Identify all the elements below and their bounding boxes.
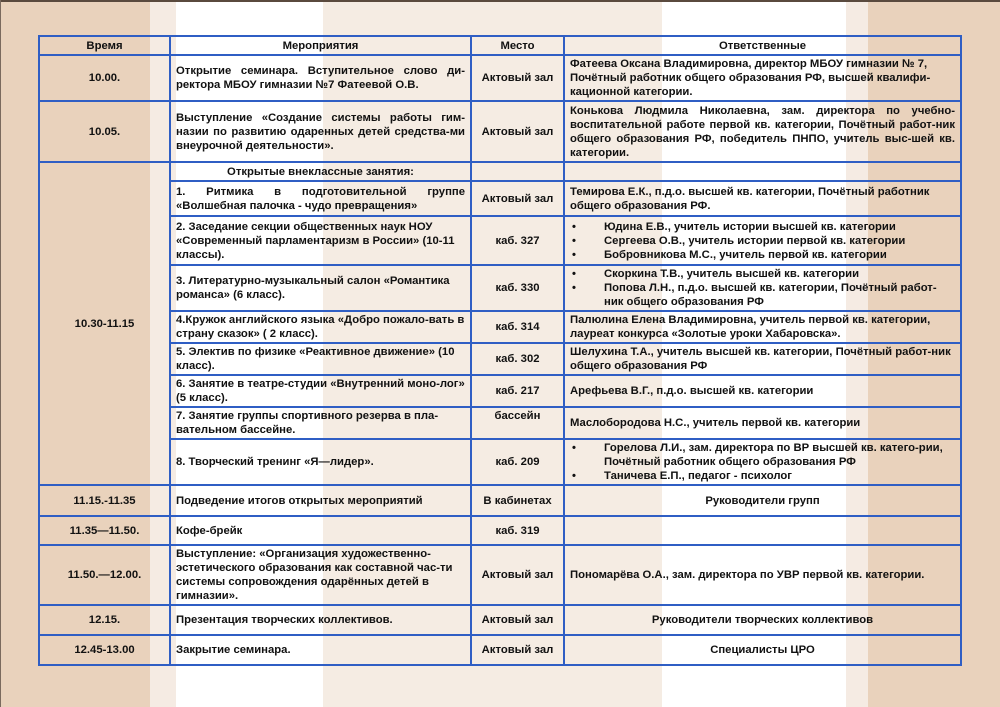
cell-responsible: Пономарёва О.А., зам. директора по УВР первой кв. категории. xyxy=(564,545,961,605)
cell-event: 2. Заседание секции общественных наук НОУ «Современный парламентаризм в России» (10-11 классы). xyxy=(170,216,471,265)
header-place: Место xyxy=(471,36,564,55)
cell-responsible: Конькова Людмила Николаевна, зам. директора по учебно-воспитательной работе первой кв. категории, Почётный работ-ник общего образования РФ, победитель ПНПО, учитель выс-шей кв. категории. xyxy=(564,101,961,162)
cell-responsible xyxy=(564,439,961,485)
cell-place: каб. 319 xyxy=(471,516,564,545)
table-row xyxy=(39,265,961,311)
cell-place: каб. 314 xyxy=(471,311,564,343)
cell-time: 12.45-13.00 xyxy=(39,635,170,665)
header-time: Время xyxy=(39,36,170,55)
cell-event: Кофе-брейк xyxy=(170,516,471,545)
responsible-list xyxy=(570,220,955,262)
cell-responsible xyxy=(564,216,961,265)
cell-event: Презентация творческих коллективов. xyxy=(170,605,471,635)
cell-responsible: Руководители групп xyxy=(564,485,961,516)
table-row xyxy=(39,216,961,265)
cell-responsible-empty xyxy=(564,162,961,181)
table-row xyxy=(39,516,961,545)
table-row xyxy=(39,101,961,162)
table-row xyxy=(39,407,961,439)
block-title: Открытые внеклассные занятия: xyxy=(170,162,471,181)
table-row xyxy=(39,375,961,407)
cell-event: 1. Ритмика в подготовительной группе «Волшебная палочка - чудо превращения» xyxy=(170,181,471,216)
table-row xyxy=(39,485,961,516)
cell-time: 12.15. xyxy=(39,605,170,635)
cell-responsible: Фатеева Оксана Владимировна, директор МБОУ гимназии № 7, Почётный работник общего образования РФ, высшей квалифи-кационной категории. xyxy=(564,55,961,101)
page-frame-left xyxy=(0,0,1,707)
cell-place: бассейн xyxy=(471,407,564,439)
cell-time: 10.00. xyxy=(39,55,170,101)
page-frame-top xyxy=(0,0,1000,2)
cell-time: 11.50.—12.00. xyxy=(39,545,170,605)
cell-place: Актовый зал xyxy=(471,635,564,665)
cell-responsible: Арефьева В.Г., п.д.о. высшей кв. категории xyxy=(564,375,961,407)
cell-event: Закрытие семинара. xyxy=(170,635,471,665)
cell-place-empty xyxy=(471,162,564,181)
cell-time: 11.15.-11.35 xyxy=(39,485,170,516)
list-item: • Бобровникова М.С., учитель первой кв. категории xyxy=(570,248,955,262)
cell-event: 7. Занятие группы спортивного резерва в пла-вательном бассейне. xyxy=(170,407,471,439)
cell-responsible: Специалисты ЦРО xyxy=(564,635,961,665)
list-item: • Юдина Е.В., учитель истории высшей кв. категории xyxy=(570,220,955,234)
cell-place: каб. 330 xyxy=(471,265,564,311)
list-item: • Попова Л.Н., п.д.о. высшей кв. категории, Почётный работ-ник общего образования РФ xyxy=(570,281,955,309)
cell-place: Актовый зал xyxy=(471,605,564,635)
schedule-table xyxy=(38,35,962,666)
responsible-list xyxy=(570,267,955,309)
table-row xyxy=(39,343,961,375)
cell-event: Выступление «Создание системы работы гим-назии по развитию одаренных детей средства-ми внеурочной деятельности». xyxy=(170,101,471,162)
responsible-list xyxy=(570,441,955,483)
table-row xyxy=(39,311,961,343)
cell-event: Выступление: «Организация художественно-эстетического образования как составной час-ти системы сопровождения одарённых детей в гимназии». xyxy=(170,545,471,605)
table-row xyxy=(39,635,961,665)
header-event: Мероприятия xyxy=(170,36,471,55)
cell-time-block: 10.30-11.15 xyxy=(39,162,170,485)
cell-place: Актовый зал xyxy=(471,101,564,162)
cell-responsible: Темирова Е.К., п.д.о. высшей кв. категории, Почётный работник общего образования РФ. xyxy=(564,181,961,216)
cell-responsible: Шелухина Т.А., учитель высшей кв. категории, Почётный работ-ник общего образования РФ xyxy=(564,343,961,375)
table-row xyxy=(39,605,961,635)
cell-responsible: Палюлина Елена Владимировна, учитель первой кв. категории, лауреат конкурса «Золотые уроки Хабаровска». xyxy=(564,311,961,343)
table-header-row xyxy=(39,36,961,55)
cell-place: каб. 302 xyxy=(471,343,564,375)
cell-place: каб. 327 xyxy=(471,216,564,265)
cell-event: 6. Занятие в театре-студии «Внутренний моно-лог» (5 класс). xyxy=(170,375,471,407)
list-item: • Сергеева О.В., учитель истории первой кв. категории xyxy=(570,234,955,248)
list-item: • Горелова Л.И., зам. директора по ВР высшей кв. катего-рии, Почётный работник общего образования РФ xyxy=(570,441,955,469)
cell-place: каб. 209 xyxy=(471,439,564,485)
cell-place: Актовый зал xyxy=(471,545,564,605)
cell-event: Открытие семинара. Вступительное слово ди-ректора МБОУ гимназии №7 Фатеевой О.В. xyxy=(170,55,471,101)
cell-event: Подведение итогов открытых мероприятий xyxy=(170,485,471,516)
table-row xyxy=(39,55,961,101)
cell-place: В кабинетах xyxy=(471,485,564,516)
cell-time: 11.35—11.50. xyxy=(39,516,170,545)
list-item: • Таничева Е.П., педагог - психолог xyxy=(570,469,955,483)
cell-time: 10.05. xyxy=(39,101,170,162)
cell-place: каб. 217 xyxy=(471,375,564,407)
cell-event: 4.Кружок английского языка «Добро пожало-вать в страну сказок» ( 2 класс). xyxy=(170,311,471,343)
cell-responsible xyxy=(564,516,961,545)
cell-responsible: Руководители творческих коллективов xyxy=(564,605,961,635)
header-responsible: Ответственные xyxy=(564,36,961,55)
table-row xyxy=(39,545,961,605)
list-item: • Скоркина Т.В., учитель высшей кв. категории xyxy=(570,267,955,281)
table-row xyxy=(39,439,961,485)
cell-place: Актовый зал xyxy=(471,55,564,101)
cell-event: 5. Электив по физике «Реактивное движение» (10 класс). xyxy=(170,343,471,375)
table-row xyxy=(39,181,961,216)
cell-responsible: Маслобородова Н.С., учитель первой кв. категории xyxy=(564,407,961,439)
cell-responsible xyxy=(564,265,961,311)
cell-place: Актовый зал xyxy=(471,181,564,216)
cell-event: 3. Литературно-музыкальный салон «Романтика романса» (6 класс). xyxy=(170,265,471,311)
cell-event: 8. Творческий тренинг «Я—лидер». xyxy=(170,439,471,485)
table-row-block-title xyxy=(39,162,961,181)
